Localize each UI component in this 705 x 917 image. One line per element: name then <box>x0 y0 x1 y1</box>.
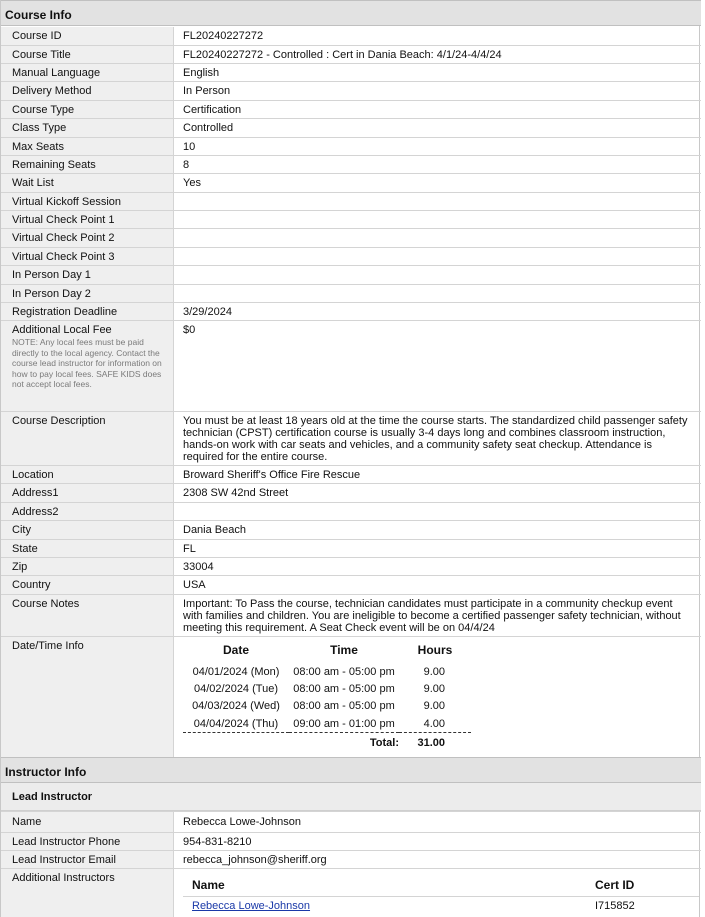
row-course-id <box>1 27 701 46</box>
value-course-notes: Important: To Pass the course, technician candidates must participate in a community checkup event with families and children. You are ineligible to become a certified passenger safety technician, without meeting this requirement. A Seat Check event will be on 04/4/24 <box>183 598 681 634</box>
label-instructor-email: Lead Instructor Email <box>1 851 174 868</box>
schedule-header-date: Date <box>222 643 249 657</box>
schedule-total-value: 31.00 <box>399 733 471 750</box>
schedule-row <box>183 715 471 732</box>
row-additional-local-fee <box>1 321 701 412</box>
course-info-header: Course Info <box>1 0 701 26</box>
row-additional-instructors <box>1 869 701 917</box>
instructors-header-cert: Cert ID <box>595 878 635 892</box>
label-virtual-cp1: Virtual Check Point 1 <box>1 211 174 228</box>
schedule-hours: 9.00 <box>423 700 445 713</box>
row-wait-list <box>1 174 701 193</box>
label-in-person-day2: In Person Day 2 <box>1 285 174 302</box>
row-instructor-name <box>1 811 701 833</box>
value-registration-deadline: 3/29/2024 <box>183 306 232 318</box>
local-fee-note: NOTE: Any local fees must be paid directly to the local agency. Contact the course lead instructor for information on how to pay local fees. SAFE KIDS does not accept local fees. <box>12 337 162 389</box>
schedule-time: 09:00 am - 01:00 pm <box>293 717 395 730</box>
label-additional-local-fee: Additional Local Fee <box>12 324 112 336</box>
schedule-time: 08:00 am - 05:00 pm <box>293 683 395 696</box>
value-instructor-phone: 954-831-8210 <box>183 836 252 848</box>
instructor-info-header: Instructor Info <box>1 757 701 783</box>
instructor-name-link[interactable]: Rebecca Lowe-Johnson <box>192 900 311 912</box>
label-course-title: Course Title <box>1 46 174 63</box>
label-datetime-info: Date/Time Info <box>1 637 174 757</box>
value-in-person-day2 <box>175 285 701 302</box>
row-instructor-phone <box>1 833 701 851</box>
label-address1: Address1 <box>1 484 174 502</box>
label-course-type: Course Type <box>1 101 174 118</box>
label-course-description: Course Description <box>1 412 174 465</box>
label-delivery-method: Delivery Method <box>1 82 174 100</box>
label-remaining-seats: Remaining Seats <box>1 156 174 173</box>
label-city: City <box>1 521 174 539</box>
label-virtual-cp2: Virtual Check Point 2 <box>1 229 174 247</box>
label-instructor-name: Name <box>1 812 174 832</box>
label-address2: Address2 <box>1 503 174 520</box>
schedule-header-hours: Hours <box>417 643 453 657</box>
row-virtual-cp1 <box>1 211 701 229</box>
row-location <box>1 466 701 484</box>
schedule-row <box>183 680 471 697</box>
row-remaining-seats <box>1 156 701 174</box>
value-manual-language: English <box>183 67 220 79</box>
row-instructor-email <box>1 851 701 869</box>
value-location: Broward Sheriff's Office Fire Rescue <box>183 469 361 481</box>
schedule-hours: 9.00 <box>423 665 445 678</box>
row-city <box>1 521 701 540</box>
row-country <box>1 576 701 595</box>
schedule-table <box>183 643 471 750</box>
schedule-date: 04/01/2024 (Mon) <box>192 665 280 678</box>
value-course-id: FL20240227272 <box>183 30 264 42</box>
schedule-date: 04/04/2024 (Thu) <box>193 717 279 730</box>
value-zip: 33004 <box>183 561 214 573</box>
label-manual-language: Manual Language <box>1 64 174 81</box>
value-course-title: FL20240227272 - Controlled : Cert in Dania Beach: 4/1/24-4/4/24 <box>183 49 502 61</box>
schedule-date: 04/03/2024 (Wed) <box>192 700 280 713</box>
value-virtual-kickoff <box>175 193 701 210</box>
value-state: FL <box>183 543 196 555</box>
table-row <box>183 897 699 915</box>
label-additional-local-fee-cell <box>1 321 174 411</box>
row-in-person-day2 <box>1 285 701 303</box>
schedule-hours: 9.00 <box>423 683 445 696</box>
row-class-type <box>1 119 701 138</box>
label-max-seats: Max Seats <box>1 138 174 155</box>
schedule-hours: 4.00 <box>423 717 445 730</box>
instructors-table-header <box>183 869 699 897</box>
instructors-header-name: Name <box>192 878 225 892</box>
value-instructor-name: Rebecca Lowe-Johnson <box>183 816 302 828</box>
value-additional-local-fee: $0 <box>183 324 196 336</box>
row-registration-deadline <box>1 303 701 321</box>
row-virtual-cp3 <box>1 248 701 266</box>
schedule-row <box>183 698 471 715</box>
row-max-seats <box>1 138 701 156</box>
row-virtual-cp2 <box>1 229 701 248</box>
label-zip: Zip <box>1 558 174 575</box>
value-course-type: Certification <box>183 104 242 116</box>
value-city: Dania Beach <box>183 524 246 536</box>
value-delivery-method: In Person <box>183 85 231 97</box>
label-state: State <box>1 540 174 557</box>
row-state <box>1 540 701 558</box>
row-virtual-kickoff <box>1 193 701 211</box>
value-country: USA <box>183 579 206 591</box>
row-zip <box>1 558 701 576</box>
row-course-title <box>1 46 701 64</box>
instructor-cert-id: I715852 <box>595 900 635 912</box>
row-in-person-day1 <box>1 266 701 285</box>
schedule-header-time: Time <box>330 643 358 657</box>
row-delivery-method <box>1 82 701 101</box>
label-location: Location <box>1 466 174 483</box>
label-instructor-phone: Lead Instructor Phone <box>1 833 174 850</box>
lead-instructor-header: Lead Instructor <box>1 783 701 811</box>
value-address1: 2308 SW 42nd Street <box>183 487 289 499</box>
value-class-type: Controlled <box>183 122 234 134</box>
label-course-id: Course ID <box>1 27 174 45</box>
value-virtual-cp2 <box>175 229 701 247</box>
label-wait-list: Wait List <box>1 174 174 192</box>
schedule-time: 08:00 am - 05:00 pm <box>293 700 395 713</box>
row-course-description <box>1 412 701 466</box>
schedule-total-row <box>183 733 471 750</box>
value-max-seats: 10 <box>183 141 196 153</box>
value-course-description: You must be at least 18 years old at the time the course starts. The standardized child passenger safety technician (CPST) certification course is usually 3-4 days long and combines classroom instruction, hands-on work with car seats and vehicles, and a community safety seat checkup. Attendance is required for the entire course. <box>183 415 688 463</box>
label-class-type: Class Type <box>1 119 174 137</box>
value-remaining-seats: 8 <box>183 159 190 171</box>
value-address2 <box>175 503 701 520</box>
label-virtual-cp3: Virtual Check Point 3 <box>1 248 174 265</box>
schedule-date: 04/02/2024 (Tue) <box>194 683 278 696</box>
row-datetime-info <box>1 637 701 757</box>
value-virtual-cp3 <box>175 248 701 265</box>
value-virtual-cp1 <box>175 211 701 228</box>
row-course-notes <box>1 595 701 637</box>
value-instructor-email: rebecca_johnson@sheriff.org <box>183 854 327 866</box>
row-course-type <box>1 101 701 119</box>
label-course-notes: Course Notes <box>1 595 174 636</box>
value-wait-list: Yes <box>183 177 201 189</box>
label-virtual-kickoff: Virtual Kickoff Session <box>1 193 174 210</box>
row-address1 <box>1 484 701 503</box>
row-manual-language <box>1 64 701 82</box>
schedule-row <box>183 663 471 680</box>
label-registration-deadline: Registration Deadline <box>1 303 174 320</box>
schedule-time: 08:00 am - 05:00 pm <box>293 665 395 678</box>
schedule-total-label: Total: <box>289 733 399 750</box>
label-country: Country <box>1 576 174 594</box>
additional-instructors-table <box>183 869 699 915</box>
row-address2 <box>1 503 701 521</box>
value-in-person-day1 <box>175 266 701 284</box>
label-additional-instructors: Additional Instructors <box>1 869 174 917</box>
label-in-person-day1: In Person Day 1 <box>1 266 174 284</box>
